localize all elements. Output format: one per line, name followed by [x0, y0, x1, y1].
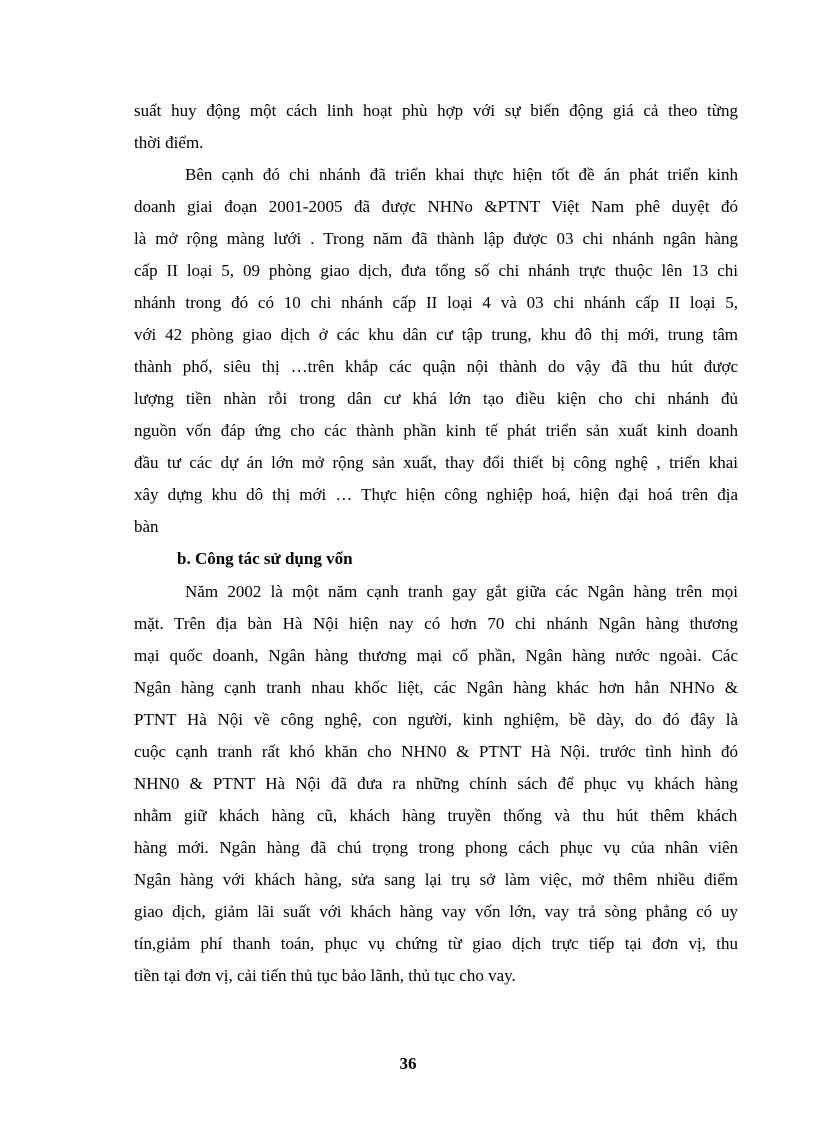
- text-line: PTNT Hà Nội về công nghệ, con người, kinh nghiệm, bề dày, do đó đây là: [134, 710, 738, 729]
- text-line: nhằm giữ khách hàng cũ, khách hàng truyền thống và thu hút thêm khách: [134, 806, 738, 825]
- text-line: cấp II loại 5, 09 phòng giao dịch, đưa tổng số chi nhánh trực thuộc lên 13 chi: [134, 261, 738, 280]
- text-line: tín,giảm phí thanh toán, phục vụ chứng từ giao dịch trực tiếp tại đơn vị, thu: [134, 934, 738, 953]
- text-line: mại quốc doanh, Ngân hàng thương mại cổ phần, Ngân hàng nước ngoài. Các: [134, 646, 738, 665]
- text-line: đầu tư các dự án lớn mở rộng sản xuất, thay đổi thiết bị công nghệ , triển khai: [134, 453, 738, 472]
- text-line: bàn: [134, 517, 159, 536]
- text-line: mặt. Trên địa bàn Hà Nội hiện nay có hơn 70 chi nhánh Ngân hàng thương: [134, 614, 738, 633]
- text-line: NHN0 & PTNT Hà Nội đã đưa ra những chính sách để phục vụ khách hàng: [134, 774, 738, 793]
- text-line: với 42 phòng giao dịch ở các khu dân cư tập trung, khu đô thị mới, trung tâm: [134, 325, 738, 344]
- text-line: Bên cạnh đó chi nhánh đã triển khai thực hiện tốt đề án phát triển kinh: [185, 165, 738, 184]
- text-line: nguồn vốn đáp ứng cho các thành phần kinh tế phát triển sản xuất kinh doanh: [134, 421, 738, 440]
- text-line: giao dịch, giảm lãi suất với khách hàng vay vốn lớn, vay trả sòng phẳng có uy: [134, 902, 738, 921]
- text-line: suất huy động một cách linh hoạt phù hợp với sự biến động giá cả theo từng: [134, 101, 738, 120]
- section-heading: b. Công tác sử dụng vốn: [177, 549, 353, 568]
- text-line: là mở rộng màng lưới . Trong năm đã thành lập được 03 chi nhánh ngân hàng: [134, 229, 738, 248]
- page-number: 36: [399, 1054, 417, 1073]
- text-line: cuộc cạnh tranh rất khó khăn cho NHN0 & PTNT Hà Nội. trước tình hình đó: [134, 742, 738, 761]
- text-line: doanh giai đoạn 2001-2005 đã được NHNo &PTNT Việt Nam phê duyệt đó: [134, 197, 738, 216]
- text-line: Ngân hàng cạnh tranh nhau khốc liệt, các Ngân hàng khác hơn hẳn NHNo &: [134, 678, 738, 697]
- text-line: xây dựng khu dô thị mới … Thực hiện công nghiệp hoá, hiện đại hoá trên địa: [134, 485, 738, 504]
- text-line: thành phố, siêu thị …trên khắp các quận nội thành do vậy đã thu hút được: [134, 357, 738, 376]
- text-line: lượng tiền nhàn rỗi trong dân cư khá lớn tạo điều kiện cho chi nhánh đủ: [134, 389, 738, 408]
- text-line: tiền tại đơn vị, cải tiến thủ tục bảo lãnh, thủ tục cho vay.: [134, 966, 516, 985]
- text-line: Ngân hàng với khách hàng, sửa sang lại trụ sở làm việc, mở thêm nhiều điểm: [134, 870, 738, 889]
- text-line: hàng mới. Ngân hàng đã chú trọng trong phong cách phục vụ của nhân viên: [134, 838, 738, 857]
- text-line: thời điểm.: [134, 133, 204, 152]
- text-line: Năm 2002 là một năm cạnh tranh gay gắt giữa các Ngân hàng trên mọi: [185, 582, 738, 601]
- text-line: nhánh trong đó có 10 chi nhánh cấp II loại 4 và 03 chi nhánh cấp II loại 5,: [134, 293, 738, 312]
